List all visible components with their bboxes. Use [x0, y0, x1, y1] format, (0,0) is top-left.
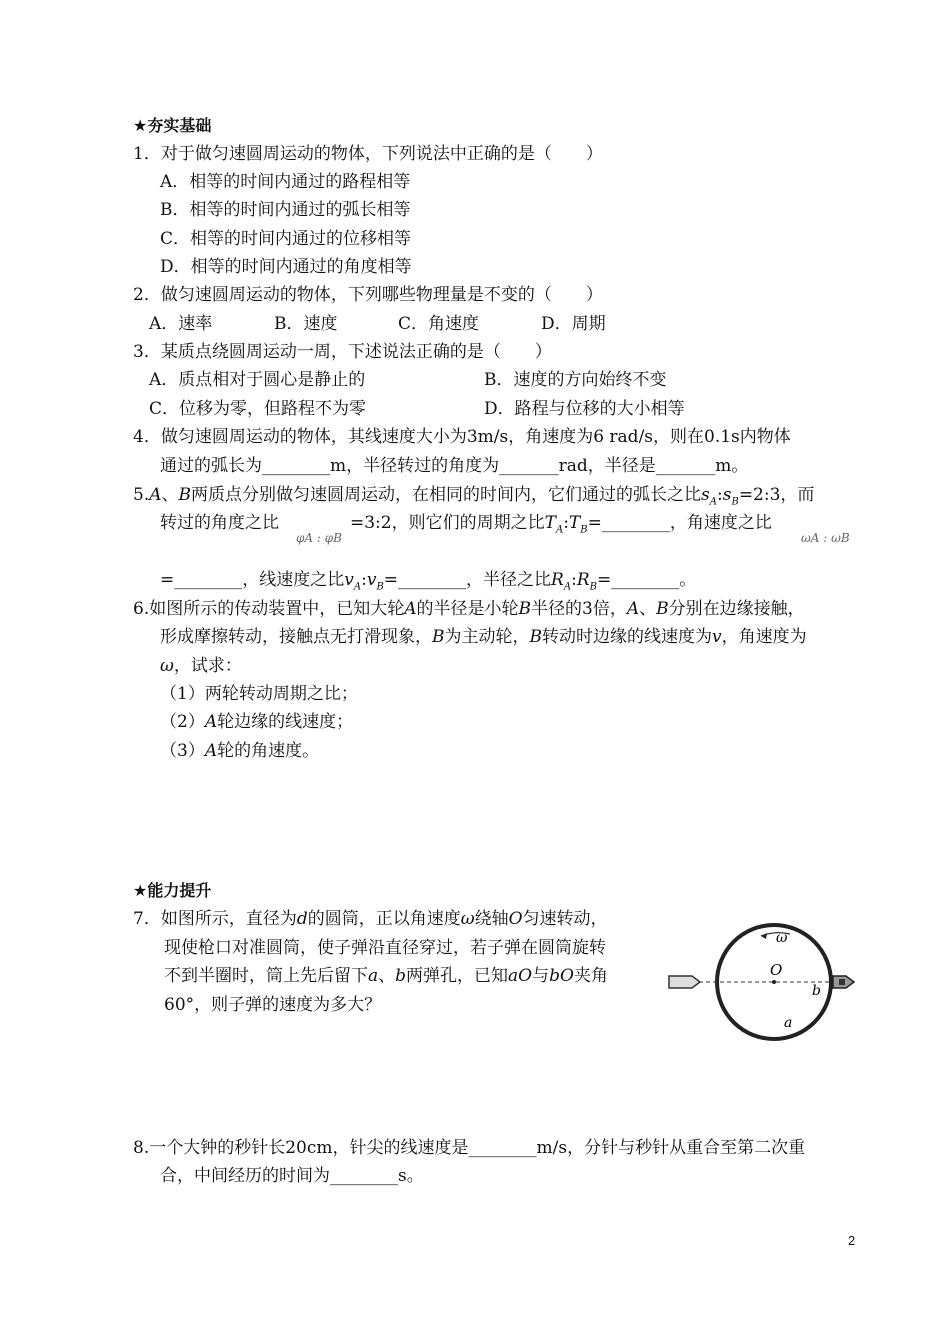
question-6-line-1: 6.如图所示的传动装置中，已知大轮A的半径是小轮B半径的3倍，A、B分别在边缘接触， — [133, 599, 805, 619]
question-2-option-d: D．周期 — [541, 314, 606, 334]
question-3-option-c: C．位移为零，但路程不为零 — [149, 399, 367, 419]
bullet-right-icon — [833, 976, 854, 988]
phi-ratio-formula: φA : φB — [296, 531, 342, 545]
question-8-line-1: 8.一个大钟的秒针长20cm，针尖的线速度是________m/s，分针与秒针从重合至第二次重 — [133, 1138, 806, 1158]
question-7-line-3: 不到半圈时，筒上先后留下a、b两弹孔，已知aO与bO夹角 — [164, 966, 608, 986]
rotating-cylinder-figure — [664, 912, 864, 1054]
question-6-line-2: 形成摩擦转动，接触点无打滑现象，B为主动轮，B转动时边缘的线速度为v，角速度为 — [160, 627, 807, 647]
question-8-line-2: 合，中间经历的时间为________s。 — [160, 1166, 424, 1186]
question-2-option-a: A．速率 — [149, 314, 213, 334]
question-1-stem: 1．对于做匀速圆周运动的物体，下列说法中正确的是（ ） — [133, 144, 603, 164]
page-number: 2 — [848, 1233, 856, 1248]
bullet-left-icon — [669, 976, 700, 988]
omega-label: ω — [776, 930, 788, 946]
omega-ratio-formula: ωA : ωB — [801, 531, 850, 545]
question-6-sub-1: （1）两轮转动周期之比； — [160, 684, 358, 704]
question-7-line-2: 现使枪口对准圆筒，使子弹沿直径穿过，若子弹在圆筒旋转 — [164, 938, 606, 958]
rotation-arrow-icon — [761, 933, 767, 939]
section-title-advanced: ★能力提升 — [133, 881, 212, 900]
question-5-line-1: 5.A、B两质点分别做匀速圆周运动，在相同的时间内，它们通过的弧长之比$s_A:s_B=2:3$，而 — [133, 485, 815, 508]
question-2-stem: 2．做匀速圆周运动的物体，下列哪些物理量是不变的（ ） — [133, 285, 603, 305]
question-4-line-1: 4．做匀速圆周运动的物体，其线速度大小为3m/s，角速度为6 rad/s，则在0.1s内物体 — [133, 427, 791, 447]
question-2-option-c: C．角速度 — [398, 314, 480, 334]
question-5-line-3: =________，线速度之比$v_A:v_B=\_\_\_\_\_\_\_\_$，半径之比$R_A:R_B=\_\_\_\_\_\_\_\_$。 — [160, 570, 697, 593]
question-2-option-b: B．速度 — [274, 314, 338, 334]
question-6-sub-3: （3）A轮的角速度。 — [160, 741, 320, 761]
question-3-option-b: B．速度的方向始终不变 — [484, 370, 667, 390]
question-5-line-2a: 转过的角度之比 — [160, 513, 279, 533]
question-3-option-a: A．质点相对于圆心是静止的 — [149, 370, 366, 390]
question-7-line-1: 7．如图所示，直径为d的圆筒，正以角速度ω绕轴O匀速转动， — [133, 909, 608, 929]
section-title-basics: ★夯实基础 — [133, 116, 212, 135]
axis-point — [772, 980, 776, 984]
question-1-option-a: A．相等的时间内通过的路程相等 — [160, 172, 411, 192]
question-1-option-b: B．相等的时间内通过的弧长相等 — [160, 200, 411, 220]
question-1-option-d: D．相等的时间内通过的角度相等 — [160, 257, 412, 277]
axis-O-label: O — [770, 961, 783, 979]
question-3-option-d: D．路程与位移的大小相等 — [484, 399, 685, 419]
hole-a-label: a — [784, 1015, 793, 1031]
question-7-line-4: 60°，则子弹的速度为多大？ — [164, 995, 382, 1015]
question-5-line-2b: =3:2，则它们的周期之比$T_A:T_B=\_\_\_\_\_\_\_\_$，角速度之比 — [350, 513, 772, 536]
question-6-line-3: ω，试求： — [160, 656, 242, 676]
question-4-line-2: 通过的弧长为________m，半径转过的角度为_______rad，半径是_______m。 — [160, 456, 749, 476]
hole-b-label: b — [812, 983, 821, 999]
question-6-sub-2: （2）A轮边缘的线速度； — [160, 712, 354, 732]
question-1-option-c: C．相等的时间内通过的位移相等 — [160, 229, 412, 249]
question-3-stem: 3．某质点绕圆周运动一周，下述说法正确的是（ ） — [133, 342, 552, 362]
